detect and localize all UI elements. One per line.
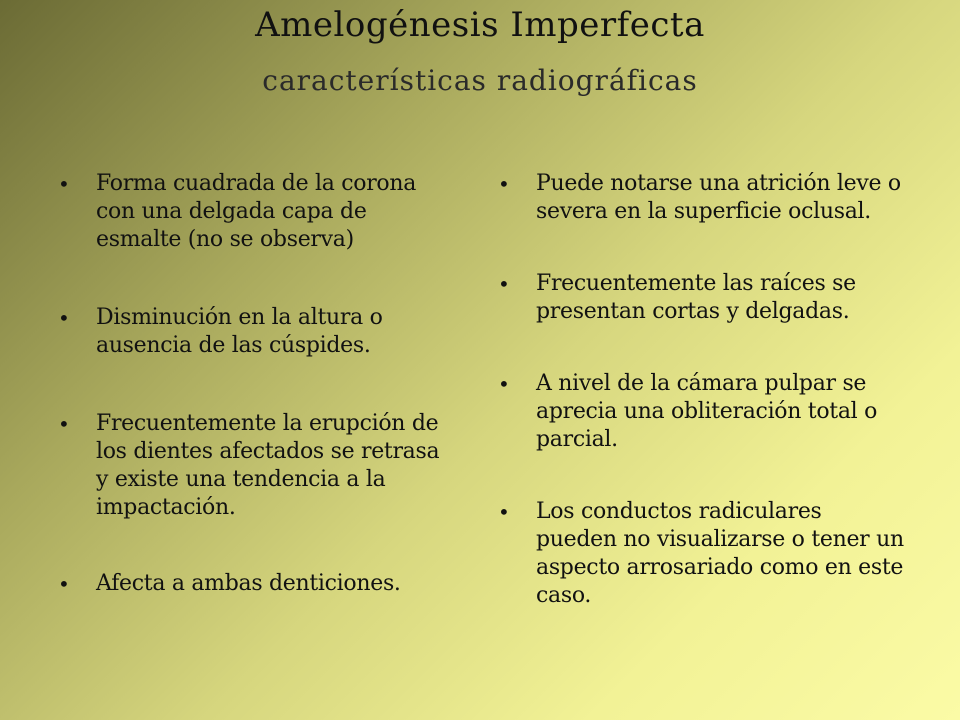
- bullet-text: Puede notarse una atrición leve o severa en la superficie oclusal.: [536, 171, 901, 224]
- bullet-icon: •: [58, 172, 70, 196]
- left-column: [58, 170, 458, 598]
- bullet-item: [498, 270, 908, 326]
- left-bullet-list: [58, 170, 458, 598]
- bullet-text: Frecuentemente la erupción de los dientes afectados se retrasa y existe una tendencia a la impactación.: [96, 411, 440, 520]
- bullet-item: [498, 498, 908, 610]
- bullet-icon: •: [58, 306, 70, 330]
- bullet-item: [58, 410, 458, 522]
- bullet-icon: •: [498, 272, 510, 296]
- bullet-text: Los conductos radiculares pueden no visualizarse o tener un aspecto arrosariado como en este caso.: [536, 499, 904, 608]
- bullet-item: [498, 370, 908, 454]
- bullet-item: [498, 170, 908, 226]
- bullet-item: [58, 170, 458, 254]
- slide-title: Amelogénesis Imperfecta: [255, 5, 705, 45]
- slide-subtitle: características radiográficas: [262, 64, 698, 97]
- bullet-icon: •: [58, 412, 70, 436]
- bullet-item: [58, 304, 458, 360]
- bullet-text: Forma cuadrada de la corona con una delgada capa de esmalte (no se observa): [96, 171, 417, 252]
- bullet-text: Afecta a ambas denticiones.: [96, 571, 401, 596]
- bullet-icon: •: [498, 372, 510, 396]
- bullet-icon: •: [498, 500, 510, 524]
- bullet-item: [58, 570, 458, 598]
- bullet-text: Disminución en la altura o ausencia de las cúspides.: [96, 305, 383, 358]
- right-bullet-list: [498, 170, 908, 610]
- bullet-text: A nivel de la cámara pulpar se aprecia una obliteración total o parcial.: [536, 371, 878, 452]
- bullet-icon: •: [498, 172, 510, 196]
- right-column: [498, 170, 908, 610]
- bullet-icon: •: [58, 572, 70, 596]
- bullet-text: Frecuentemente las raíces se presentan cortas y delgadas.: [536, 271, 856, 324]
